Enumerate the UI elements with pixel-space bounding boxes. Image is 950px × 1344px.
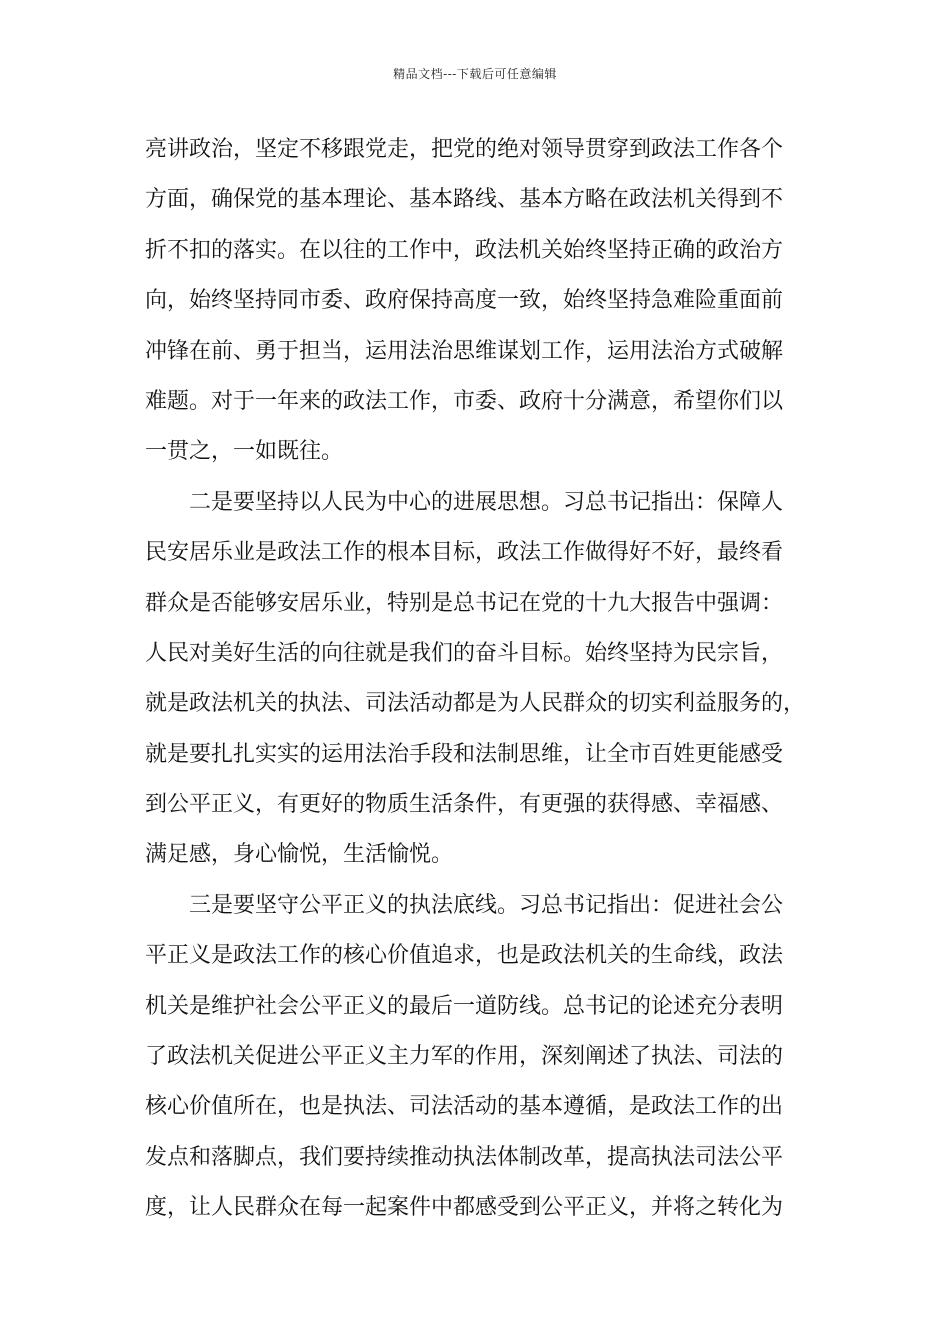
text-line: 民安居乐业是政法工作的根本目标，政法工作做得好不好，最终看 bbox=[145, 540, 784, 566]
text-line: 机关是维护社会公平正义的最后一道防线。总书记的论述充分表明 bbox=[145, 993, 784, 1019]
paragraph-first-line: 三是要坚守公平正义的执法底线。习总书记指出：促进社会公 bbox=[189, 892, 784, 918]
text-line: 向，始终坚持同市委、政府保持高度一致，始终坚持急难险重面前 bbox=[145, 288, 784, 314]
text-line: 发点和落脚点，我们要持续推动执法体制改革，提高执法司法公平 bbox=[145, 1144, 784, 1170]
text-line: 冲锋在前、勇于担当，运用法治思维谋划工作，运用法治方式破解 bbox=[145, 338, 784, 364]
text-line: 满足感，身心愉悦，生活愉悦。 bbox=[145, 842, 454, 868]
text-line: 度，让人民群众在每一起案件中都感受到公平正义，并将之转化为 bbox=[145, 1195, 784, 1221]
document-body bbox=[145, 131, 810, 1240]
text-line: 就是要扎扎实实的运用法治手段和法制思维，让全市百姓更能感受 bbox=[145, 741, 784, 767]
text-line: 了政法机关促进公平正义主力军的作用，深刻阐述了执法、司法的 bbox=[145, 1044, 784, 1070]
text-line: 亮讲政治，坚定不移跟党走，把党的绝对领导贯穿到政法工作各个 bbox=[145, 137, 784, 162]
text-line: 难题。对于一年来的政法工作，市委、政府十分满意，希望你们以 bbox=[145, 388, 784, 414]
text-line: 方面，确保党的基本理论、基本路线、基本方略在政法机关得到不 bbox=[145, 187, 784, 213]
text-line: 平正义是政法工作的核心价值追求，也是政法机关的生命线，政法 bbox=[145, 943, 784, 969]
text-line: 就是政法机关的执法、司法活动都是为人民群众的切实利益服务的， bbox=[145, 691, 806, 717]
text-line: 一贯之，一如既往。 bbox=[145, 439, 344, 465]
text-line: 群众是否能够安居乐业，特别是总书记在党的十九大报告中强调： bbox=[145, 590, 784, 616]
text-line: 人民对美好生活的向往就是我们的奋斗目标。始终坚持为民宗旨， bbox=[145, 640, 784, 666]
text-line: 核心价值所在，也是执法、司法活动的基本遵循，是政法工作的出 bbox=[145, 1094, 784, 1120]
paragraph-first-line: 二是要坚持以人民为中心的进展思想。习总书记指出：保障人 bbox=[189, 489, 784, 515]
text-line: 到公平正义，有更好的物质生活条件，有更强的获得感、幸福感、 bbox=[145, 792, 784, 818]
page-header: 精品文档---下载后可任意编辑 bbox=[393, 67, 557, 81]
text-line: 折不扣的落实。在以往的工作中，政法机关始终坚持正确的政治方 bbox=[145, 237, 784, 263]
